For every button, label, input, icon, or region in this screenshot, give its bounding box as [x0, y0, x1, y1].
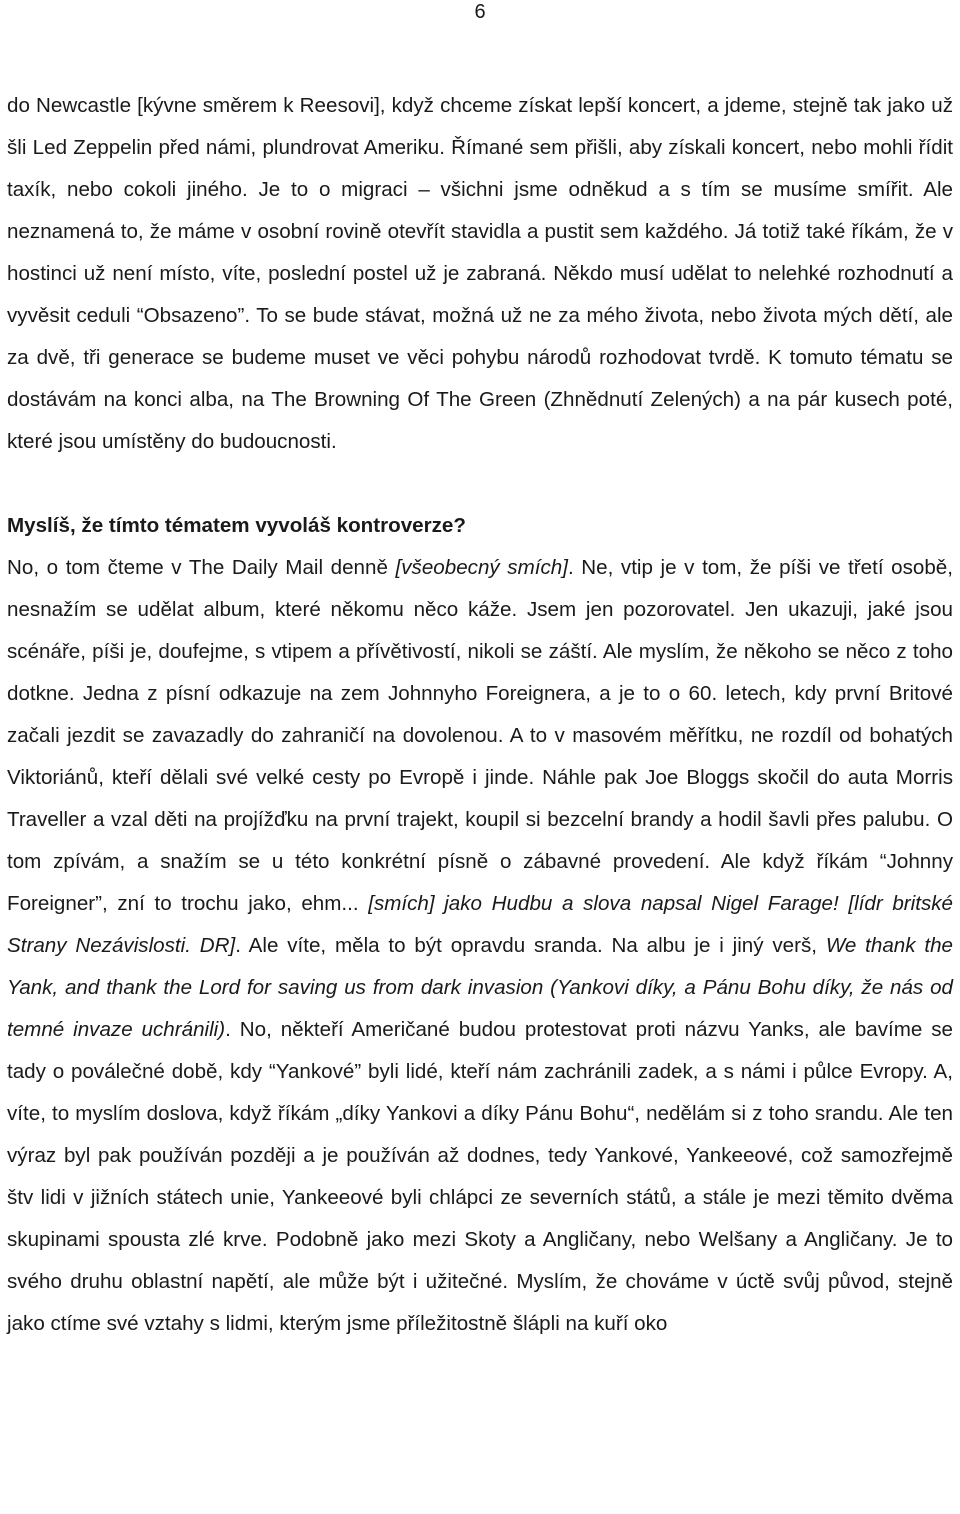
- paragraph-spacer: [7, 463, 953, 505]
- answer-text-2: . Ne, vtip je v tom, že píši ve třetí osobě, nesnažím se udělat album, které někomu něco káže. Jsem jen pozorovatel. Jen ukazuji, jaké jsou scénáře, píši je, doufejme, s vtipem a přívětivostí, nikoli se záští. Ale myslím, že někoho se něco z toho dotkne. Jedna z písní odkazuje na zem Johnnyho Foreignera, a je to o 60. letech, kdy první Britové začali jezdit se zavazadly do zahraničí na dovolenou. A to v masovém měřítku, ne rozdíl od bohatých Viktoriánů, kteří dělali své velké cesty po Evropě i jinde. Náhle pak Joe Bloggs skočil do auta Morris Traveller a vzal děti na projížďku na první trajekt, koupil si bezcelní brandy a hodil šavli přes palubu. O tom zpívám, a snažím se u této konkrétní písně o zábavné provedení. Ale když říkám “Johnny Foreigner”, zní to trochu jako, ehm...: [7, 556, 953, 915]
- answer-italic-1: [všeobecný smích]: [395, 556, 568, 579]
- answer-text-3: . Ale víte, měla to být opravdu sranda. Na albu je i jiný verš,: [235, 934, 826, 957]
- answer-italic-2: [smích] jako Hudbu a slova napsal Nigel Farage! [lídr britské Strany Nezávislosti. DR]: [7, 892, 953, 957]
- interview-question: Myslíš, že tímto tématem vyvoláš kontroverze?: [7, 514, 466, 537]
- answer-italic-3: We thank the Yank, and thank the Lord for saving us from dark invasion (Yankovi díky, a Pánu Bohu díky, že nás od temné invaze uchránili): [7, 934, 954, 1041]
- answer-text-1: No, o tom čteme v The Daily Mail denně: [7, 556, 396, 579]
- answer-text-4: . No, někteří Američané budou protestovat proti názvu Yanks, ale bavíme se tady o poválečné době, kdy “Yankové” byli lidé, kteří nám zachránili zadek, a s námi i půlce Evropy. A, víte, to myslím doslova, když říkám „díky Yankovi a díky Pánu Bohu“, nedělám si z toho srandu. Ale ten výraz byl pak používán později a je používán až dodnes, tedy Yankové, Yankeeové, což samozřejmě štv lidi v jižních státech unie, Yankeeové byli chlápci ze severních států, a stále je mezi těmito dvěma skupinami spousta zlé krve. Podobně jako mezi Skoty a Angličany, nebo Welšany a Angličany. Je to svého druhu oblastní napětí, ale může být i užitečné. Myslím, že chováme v úctě svůj původ, stejně jako ctíme své vztahy s lidmi, kterým jsme příležitostně šlápli na kuří oko: [7, 1018, 954, 1335]
- document-body: [7, 85, 953, 1345]
- interview-answer: [7, 547, 953, 1345]
- page-number: 6: [474, 1, 486, 23]
- paragraph-intro: do Newcastle [kývne směrem k Reesovi], když chceme získat lepší koncert, a jdeme, stejně tak jako už šli Led Zeppelin před námi, plundrovat Ameriku. Římané sem přišli, aby získali koncert, nebo mohli řídit taxík, nebo cokoli jiného. Je to o migraci – všichni jsme odněkud a s tím se musíme smířit. Ale neznamená to, že máme v osobní rovině otevřít stavidla a pustit sem každého. Já totiž také říkám, že v hostinci už není místo, víte, poslední postel už je zabraná. Někdo musí udělat to nelehké rozhodnutí a vyvěsit ceduli “Obsazeno”. To se bude stávat, možná už ne za mého života, nebo života mých dětí, ale za dvě, tři generace se budeme muset ve věci pohybu národů rozhodovat tvrdě. K tomuto tématu se dostávám na konci alba, na The Browning Of The Green (Zhnědnutí Zelených) a na pár kusech poté, které jsou umístěny do budoucnosti.: [7, 94, 953, 453]
